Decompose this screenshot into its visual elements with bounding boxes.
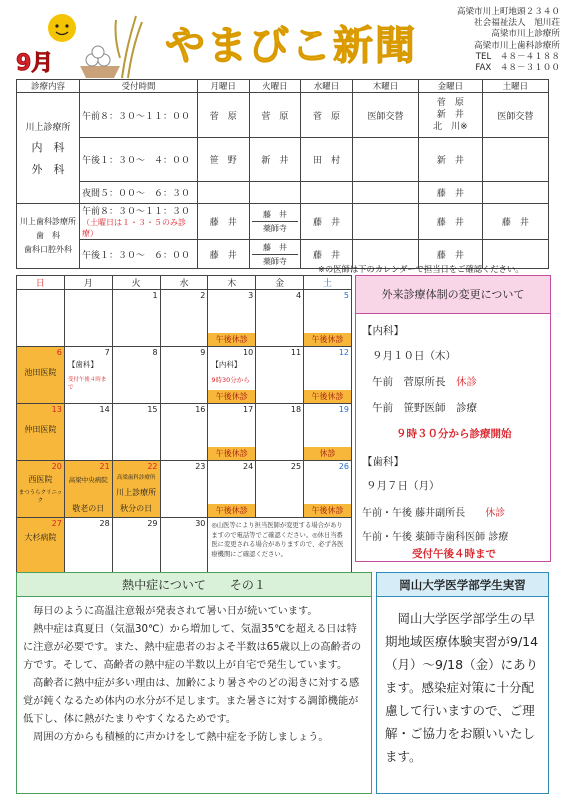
clinic-name: 川上診療所 [25, 122, 71, 133]
change-line: 午前・午後 薬師寺歯科医師 診療 [362, 532, 509, 543]
paragraph: 周囲の方からも積極的に声かけをして熱中症を予防しましょう。 [23, 732, 329, 743]
calendar-day [256, 347, 304, 404]
closed-text: 休診 [485, 508, 506, 519]
time-cell: 午後１：３０～ ４：００ [80, 138, 198, 182]
calendar-day [112, 518, 160, 575]
duty-doctor: 池田医院 [24, 368, 57, 377]
doctor-cell: 医師交替 [352, 93, 418, 138]
internal-label: 【内科】 [211, 360, 242, 369]
doctor-cell: 医師交替 [482, 93, 548, 138]
schedule-note: ※の医師は下のカレンダーで担当日をご確認ください。 [318, 264, 524, 274]
change-date: ９月１０日（木） [372, 350, 456, 362]
day-number: 6 [56, 348, 62, 357]
afternoon-closed-label: 午後休診 [304, 390, 351, 403]
day-number: 7 [104, 348, 110, 357]
address-line: TEL ４８－４１８８ [475, 51, 560, 62]
doctor-cell [198, 182, 250, 204]
day-number: 5 [343, 291, 349, 300]
clinic-schedule-table [16, 79, 549, 269]
afternoon-closed-label: 午後休診 [208, 447, 255, 460]
calendar-day [17, 461, 65, 518]
day-number: 8 [152, 348, 158, 357]
month-label: 9月 [16, 51, 54, 76]
doctor-cell: 笹 野 [198, 138, 250, 182]
calendar-day [304, 290, 352, 347]
notice-title: 外来診療体制の変更について [356, 276, 550, 314]
calendar-day [160, 518, 208, 575]
change-text: 午前・午後 藤井副所長 [362, 508, 466, 519]
time-cell: 夜間５：００～ ６：３０ [80, 182, 198, 204]
calendar-day [208, 404, 256, 461]
schedule-header: 土曜日 [482, 80, 548, 93]
day-number: 26 [338, 462, 349, 471]
doctor-cell: 藤 井 [419, 240, 483, 269]
day-number: 19 [338, 405, 349, 414]
calendar-day [256, 290, 304, 347]
doctor-cell: 藤 井 [419, 182, 483, 204]
change-date: ９月７日（月） [366, 480, 440, 492]
day-number: 27 [51, 519, 62, 528]
doctor-cell [352, 182, 418, 204]
dept-oral-surgery: 歯科口腔外科 [24, 245, 72, 254]
weekday-header: 土 [304, 276, 352, 290]
doctor-cell [352, 204, 418, 240]
schedule-header: 木曜日 [352, 80, 418, 93]
university-practicum-notice [376, 572, 549, 794]
calendar-day [160, 461, 208, 518]
calendar-day [64, 518, 112, 575]
doctor-cell: 菅 原 [198, 93, 250, 138]
calendar-day [208, 461, 256, 518]
schedule-header: 診療内容 [17, 80, 80, 93]
doctor-name: 薬師寺 [252, 221, 299, 235]
doctor-cell [482, 182, 548, 204]
dental-name: 川上歯科診療所 [20, 217, 76, 226]
calendar-day [64, 461, 112, 518]
doctor-cell: 藤 井 [198, 240, 250, 269]
dental-time: 午前８：３０～１１：３０ [82, 207, 191, 217]
day-number: 12 [338, 348, 349, 357]
calendar-day [256, 404, 304, 461]
calendar-day [208, 290, 256, 347]
duty-doctor: まつうらクリニック [18, 490, 63, 504]
address-line: 高梁市川上町地頭２３４０ [456, 7, 560, 17]
doctor-cell: 藤 井 [301, 240, 353, 269]
calendar-day [17, 290, 65, 347]
duty-doctor: 川上診療所 [116, 488, 157, 497]
doctor-name: 北 川※ [433, 122, 468, 132]
day-number: 11 [290, 348, 302, 357]
address-line: 高梁市川上診療所 [491, 29, 560, 40]
day-number: 18 [290, 405, 302, 414]
doctor-cell: 新 井 [249, 138, 301, 182]
day-number: 22 [147, 462, 158, 471]
time-cell: 午前８：３０～１１：００ [80, 93, 198, 138]
afternoon-closed-label: 午後休診 [304, 504, 351, 517]
calendar-day [160, 290, 208, 347]
schedule-header: 受付時間 [80, 80, 198, 93]
september-calendar [16, 275, 352, 575]
calendar-footnote: ◎山医等により担当医師が変更する場合がありますので電話等でご確認ください。◎休日当番医に変更される場合がありますので、必ず各医療機関にご確認ください。 [208, 518, 352, 575]
day-number: 23 [195, 462, 206, 471]
doctor-cell [249, 204, 301, 240]
day-number: 24 [243, 462, 254, 471]
day-number: 4 [295, 291, 302, 300]
calendar-day [160, 404, 208, 461]
calendar-day [17, 404, 65, 461]
address-line: 社会福祉法人 旭川荘 [474, 18, 560, 29]
doctor-cell: 藤 井 [198, 204, 250, 240]
calendar-day [112, 290, 160, 347]
doctor-cell: 新 井 [419, 138, 483, 182]
duty-doctor: 大杉病院 [24, 533, 57, 542]
doctor-cell: 菅 原 [249, 93, 301, 138]
change-text: 午前 菅原所長 [372, 376, 446, 388]
paragraph: 熱中症は真夏日（気温30℃）から増加して、気温35℃を超える日は特に注意が必要です。また、熱中症患者のおよそ半数は65歳以上の高齢者の方です。そして、高齢者の熱中症の半数以上が自宅で発生しています。 [23, 624, 362, 671]
doctor-name: 藤 井 [262, 210, 287, 219]
day-number: 1 [152, 291, 158, 300]
duty-doctor: 高梁歯科診療所 [116, 475, 156, 481]
schedule-header-row [17, 80, 549, 93]
dept-internal: 内 科 [31, 140, 65, 154]
calendar-day [256, 461, 304, 518]
doctor-cell: 藤 井 [482, 204, 548, 240]
afternoon-closed-label: 午後休診 [208, 333, 255, 346]
doctor-cell: 田 村 [301, 138, 353, 182]
schedule-change-notice [355, 275, 551, 562]
weekday-header: 金 [256, 276, 304, 290]
afternoon-closed-label: 午後休診 [208, 390, 255, 403]
dental-name-cell [17, 204, 80, 269]
saturday-note: （土曜日は１・３・５のみ診療） [82, 218, 186, 238]
weekday-header: 火 [112, 276, 160, 290]
day-number: 21 [99, 462, 110, 471]
doctor-cell [482, 138, 548, 182]
address-line: 高梁市川上歯科診療所 [474, 40, 560, 51]
change-line: 午前 笹野医師 診療 [372, 402, 477, 414]
calendar-day [304, 461, 352, 518]
duty-doctor: 西医院 [28, 475, 53, 484]
calendar-day [17, 347, 65, 404]
calendar-day [112, 404, 160, 461]
calendar-day [112, 347, 160, 404]
doctor-cell [419, 93, 483, 138]
calendar-day [64, 347, 112, 404]
duty-doctor: 高梁中央病院 [68, 476, 108, 484]
address-line: FAX ４８－３１００ [475, 63, 560, 74]
internal-note: 9時30分から [211, 376, 250, 384]
day-number: 17 [243, 405, 254, 414]
start-time-note: ９時３０分から診療開始 [396, 428, 512, 440]
heatstroke-article [16, 572, 372, 794]
schedule-header: 火曜日 [249, 80, 301, 93]
reception-note: 受付午後４時まで [412, 548, 496, 560]
paragraph: 高齢者に熱中症が多い理由は、加齢により暑さやのどの渇きに対する感覚が鈍くなるため体内の水分が不足します。また暑さに対する調節機能が低下し、体に熱がたまりやすくなるためです。 [23, 678, 360, 725]
schedule-header: 金曜日 [419, 80, 483, 93]
doctor-cell: 藤 井 [419, 204, 483, 240]
notice-title: 岡山大学医学部学生実習 [377, 573, 548, 597]
notice-body: 岡山大学医学部学生の早期地域医療体験実習が9/14（月）～9/18（金）にあります。感染症対策に十分配慮して行いますので、ご理解・ご協力をお願いいたします。 [385, 611, 539, 764]
doctor-cell [352, 138, 418, 182]
day-number: 29 [147, 519, 158, 528]
change-line [372, 374, 477, 389]
doctor-cell: 藤 井 [301, 204, 353, 240]
doctor-cell: 菅 原 [301, 93, 353, 138]
doctor-cell [249, 240, 301, 269]
holiday-name: 秋分の日 [120, 504, 153, 513]
calendar-day [160, 347, 208, 404]
dental-label: 【歯科】 [67, 360, 98, 369]
doctor-name: 菅 原 [436, 98, 464, 108]
article-title: 熱中症について その１ [17, 573, 371, 597]
schedule-header: 月曜日 [198, 80, 250, 93]
time-cell: 午後１：３０～ ６：００ [80, 240, 198, 269]
doctor-name: 新 井 [436, 110, 464, 120]
weekday-header: 日 [17, 276, 65, 290]
calendar-day [304, 404, 352, 461]
holiday-name: 敬老の日 [72, 504, 105, 513]
day-number: 3 [248, 291, 254, 300]
doctor-name: 薬師寺 [252, 254, 299, 268]
doctor-cell [249, 182, 301, 204]
closed-text: 休診 [456, 376, 477, 388]
dept-dental: 歯 科 [36, 231, 60, 240]
internal-heading: 【内科】 [362, 325, 404, 337]
time-cell [80, 204, 198, 240]
day-number: 16 [195, 405, 206, 414]
paragraph: 毎日のように高温注意報が発表されて暑い日が続いています。 [23, 606, 318, 617]
weekday-header: 月 [64, 276, 112, 290]
calendar-day [208, 347, 256, 404]
closed-label: 休診 [304, 447, 351, 460]
newsletter-title: やまびこ新聞 [165, 23, 417, 69]
afternoon-closed-label: 午後休診 [304, 333, 351, 346]
doctor-name: 藤 井 [262, 242, 287, 252]
day-number: 28 [99, 519, 110, 528]
calendar-day [304, 347, 352, 404]
clinic-name-cell [17, 93, 80, 204]
address-block [408, 7, 560, 74]
day-number: 30 [195, 519, 206, 528]
article-body [17, 597, 371, 753]
duty-doctor: 仲田医院 [24, 425, 57, 434]
change-line [362, 504, 505, 519]
schedule-header: 水曜日 [301, 80, 353, 93]
doctor-cell [301, 182, 353, 204]
day-number: 15 [147, 405, 158, 414]
day-number: 10 [243, 348, 254, 357]
day-number: 20 [51, 462, 62, 471]
dept-surgery: 外 科 [31, 162, 65, 176]
day-number: 13 [51, 405, 62, 414]
day-number: 25 [290, 462, 302, 471]
calendar-day [64, 290, 112, 347]
day-number: 14 [99, 405, 110, 414]
dental-heading: 【歯科】 [362, 456, 404, 468]
afternoon-closed-label: 午後休診 [208, 504, 255, 517]
day-number: 9 [200, 348, 206, 357]
weekday-header: 水 [160, 276, 208, 290]
weekday-header: 木 [208, 276, 256, 290]
dental-note: 受付午後４時まで [67, 377, 107, 391]
day-number: 2 [200, 291, 206, 300]
calendar-day [64, 404, 112, 461]
calendar-day [17, 518, 65, 575]
calendar-day [112, 461, 160, 518]
